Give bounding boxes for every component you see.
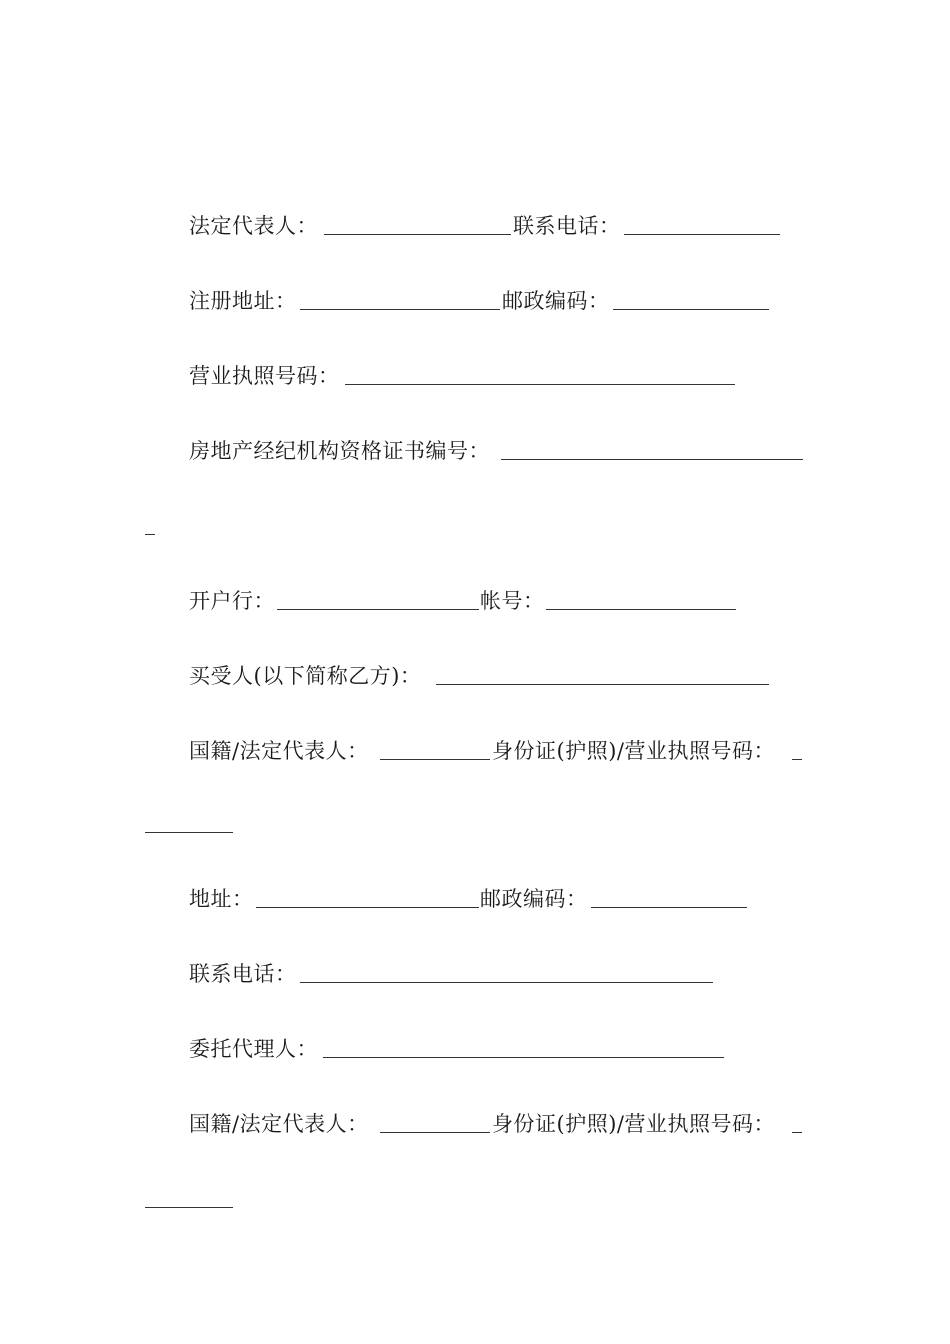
registered-address-label: 注册地址： — [189, 289, 297, 313]
business-license-label: 营业执照号码： — [189, 364, 340, 388]
legal-rep-blank[interactable] — [324, 234, 511, 235]
nationality-legal-rep-blank[interactable] — [380, 759, 490, 760]
postal-code-blank[interactable] — [613, 309, 769, 310]
registered-address-blank[interactable] — [300, 309, 500, 310]
agent-id-passport-blank-cont[interactable] — [145, 1207, 233, 1208]
agent-nationality-blank[interactable] — [380, 1132, 490, 1133]
address-label: 地址： — [189, 887, 254, 911]
legal-rep-label: 法定代表人： — [189, 214, 318, 238]
phone-label: 联系电话： — [513, 214, 621, 238]
agent-id-passport-blank[interactable] — [792, 1132, 802, 1133]
agency-certificate-label: 房地产经纪机构资格证书编号： — [189, 439, 490, 463]
business-license-blank[interactable] — [345, 384, 735, 385]
id-passport-blank-cont[interactable] — [145, 832, 233, 833]
agency-certificate-blank[interactable] — [501, 459, 803, 460]
agent-nationality-label: 国籍/法定代表人： — [189, 1112, 369, 1136]
bank-blank[interactable] — [277, 609, 479, 610]
agent-id-passport-label: 身份证(护照)/营业执照号码： — [492, 1112, 775, 1136]
agent-label: 委托代理人： — [189, 1037, 318, 1061]
nationality-legal-rep-label: 国籍/法定代表人： — [189, 739, 369, 763]
agent-blank[interactable] — [323, 1057, 724, 1058]
buyer-phone-blank[interactable] — [300, 982, 713, 983]
buyer-blank[interactable] — [436, 684, 769, 685]
buyer-label: 买受人(以下简称乙方)： — [189, 664, 422, 688]
postal-code-label: 邮政编码： — [502, 289, 610, 313]
id-passport-blank[interactable] — [792, 759, 802, 760]
agency-certificate-blank-cont[interactable] — [145, 534, 155, 535]
bank-label: 开户行： — [189, 589, 275, 613]
buyer-phone-label: 联系电话： — [189, 962, 297, 986]
address-blank[interactable] — [256, 907, 479, 908]
phone-blank[interactable] — [624, 234, 780, 235]
account-label: 帐号： — [480, 589, 545, 613]
account-blank[interactable] — [546, 609, 736, 610]
id-passport-label: 身份证(护照)/营业执照号码： — [492, 739, 775, 763]
buyer-postal-code-blank[interactable] — [591, 907, 747, 908]
buyer-postal-code-label: 邮政编码： — [480, 887, 588, 911]
